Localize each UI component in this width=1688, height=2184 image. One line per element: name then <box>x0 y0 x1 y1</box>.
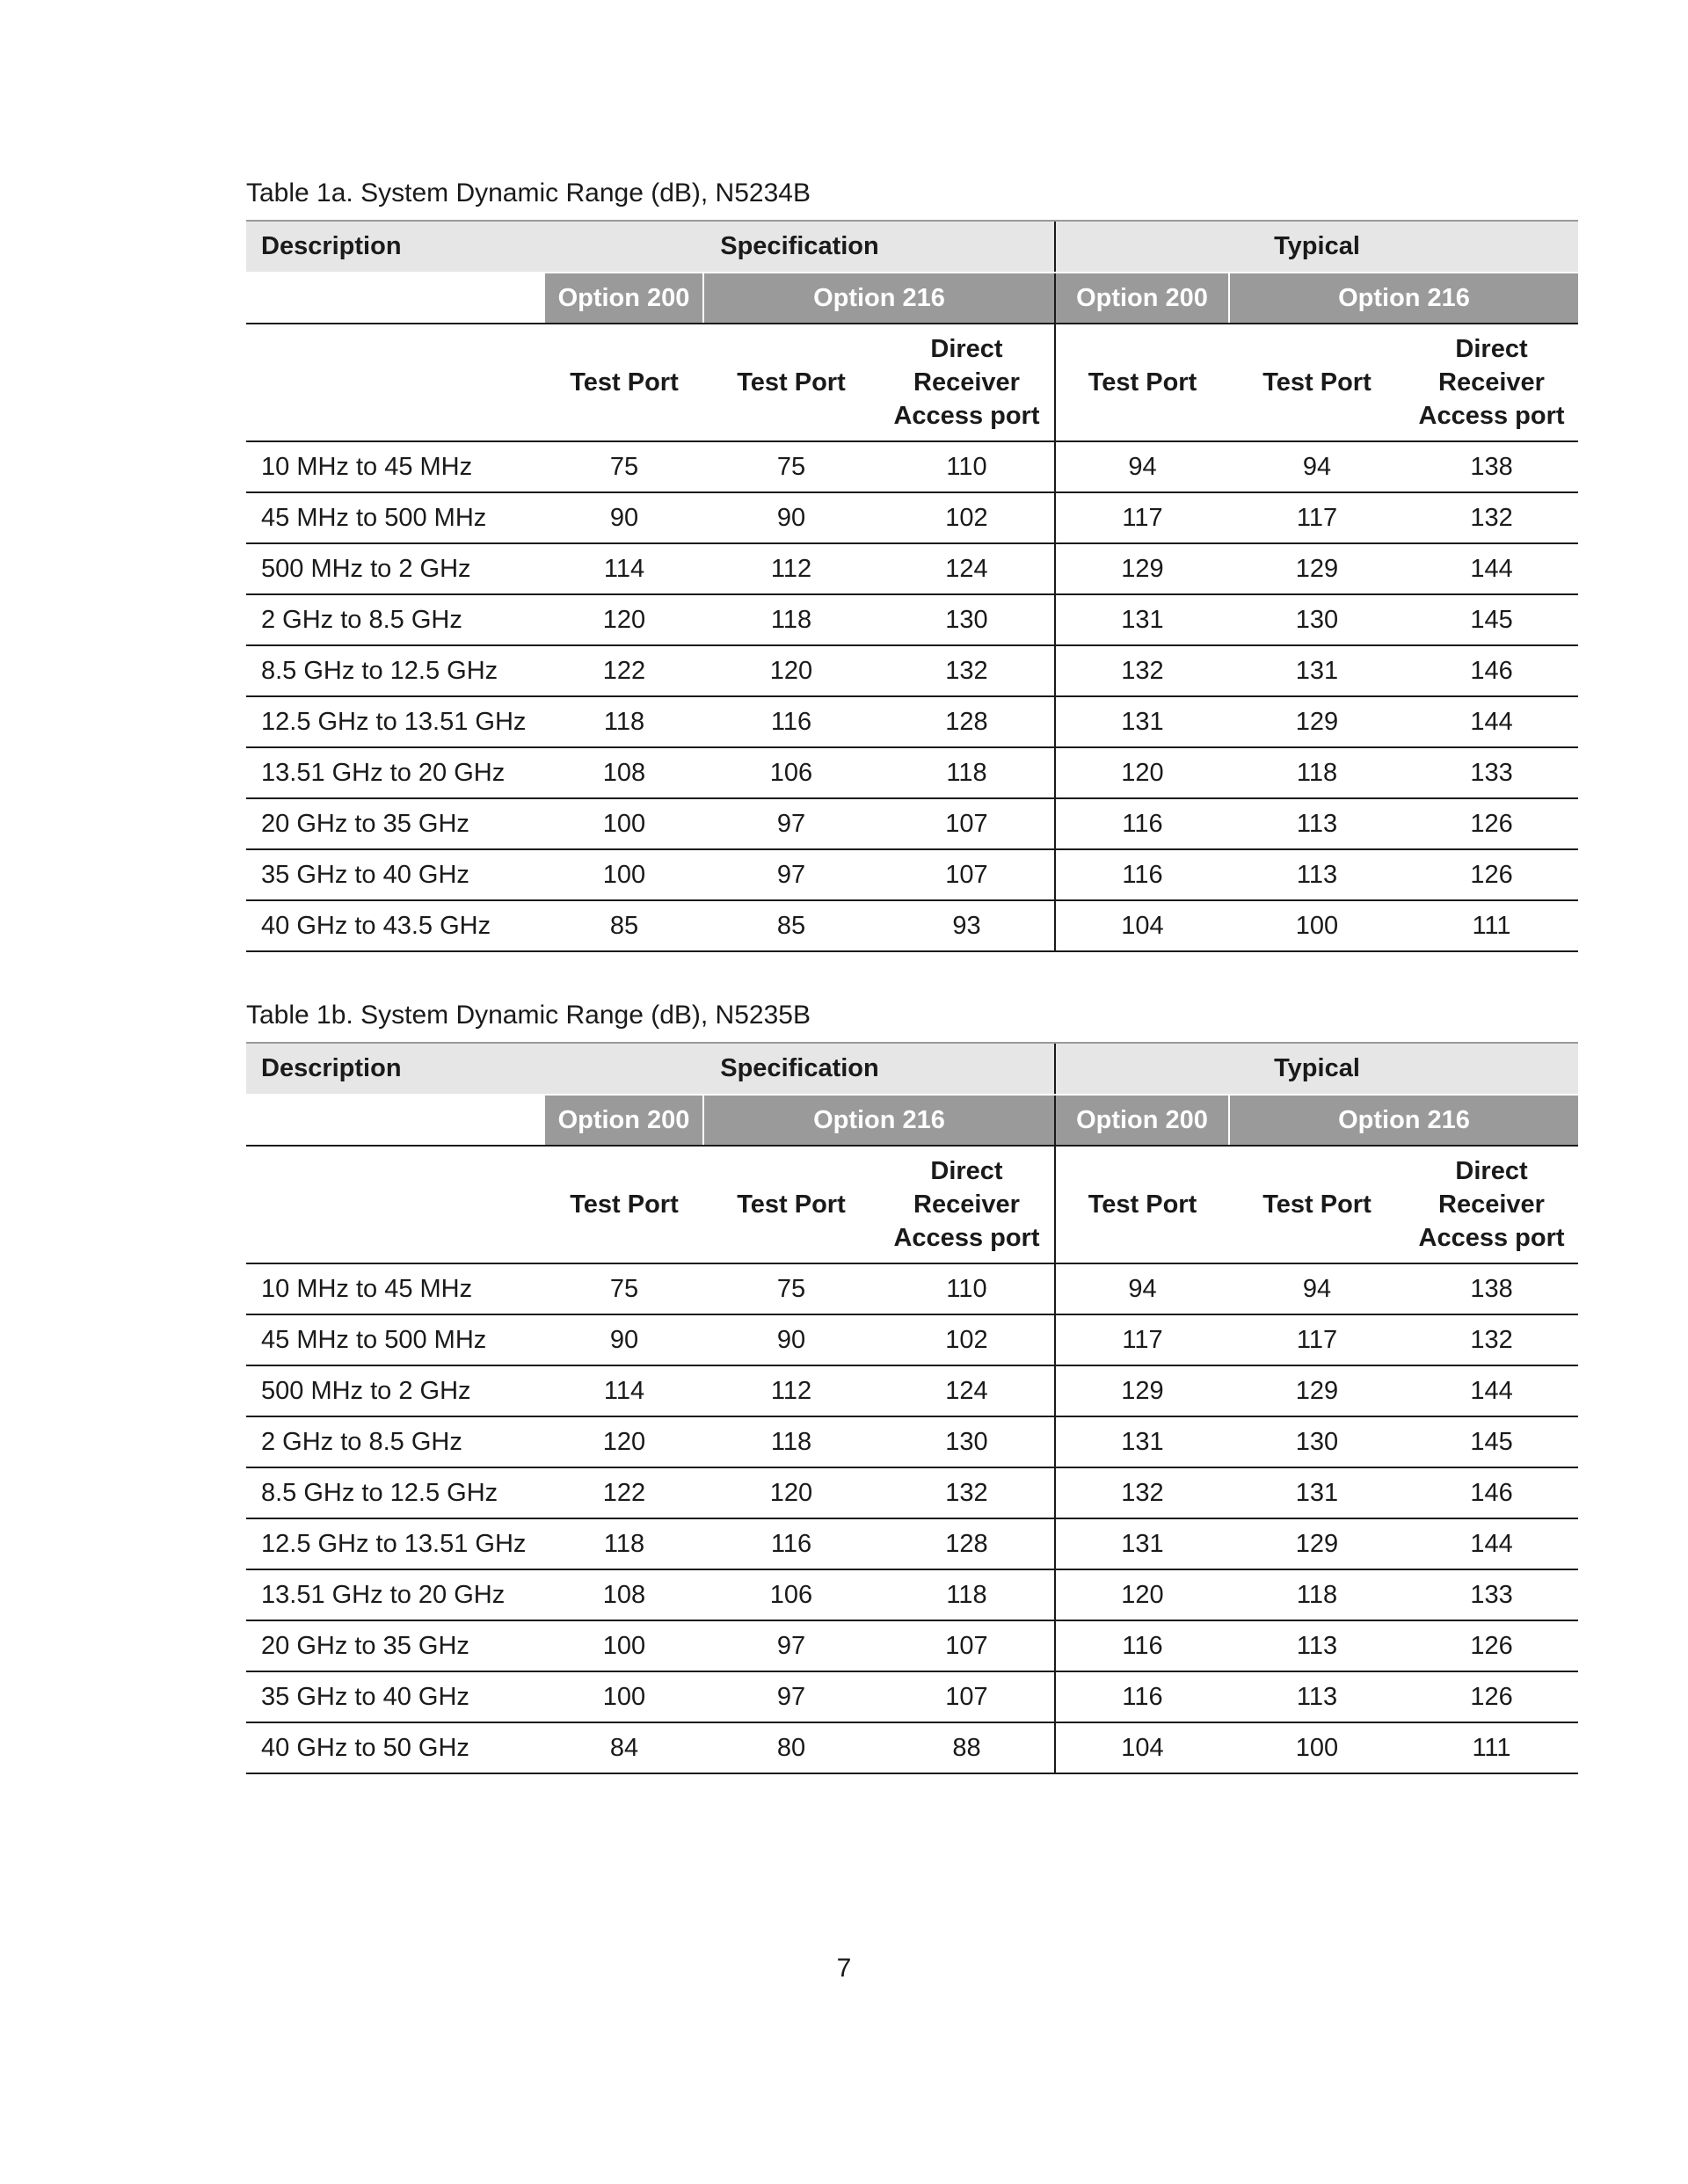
dynamic-range-value-cell: 124 <box>879 1365 1055 1416</box>
test-port-header: Test Port <box>1229 1146 1405 1263</box>
frequency-range-cell: 45 MHz to 500 MHz <box>246 1314 545 1365</box>
dynamic-range-value-cell: 130 <box>879 594 1055 645</box>
test-port-header: Test Port <box>1229 324 1405 441</box>
dynamic-range-value-cell: 129 <box>1055 1365 1229 1416</box>
frequency-range-cell: 20 GHz to 35 GHz <box>246 798 545 849</box>
dynamic-range-value-cell: 118 <box>545 1518 703 1569</box>
typ-option-200-header: Option 200 <box>1055 273 1229 324</box>
table-row <box>246 1416 1578 1467</box>
dynamic-range-value-cell: 116 <box>1055 1671 1229 1722</box>
dynamic-range-value-cell: 102 <box>879 492 1055 543</box>
dynamic-range-value-cell: 126 <box>1405 849 1578 900</box>
direct-receiver-access-port-header <box>1405 324 1578 441</box>
dynamic-range-value-cell: 107 <box>879 1620 1055 1671</box>
dynamic-range-value-cell: 132 <box>1405 1314 1578 1365</box>
header-line: Receiver <box>1438 1190 1545 1219</box>
dynamic-range-value-cell: 97 <box>703 849 879 900</box>
test-port-header: Test Port <box>1055 324 1229 441</box>
specification-header: Specification <box>545 221 1055 273</box>
dynamic-range-value-cell: 128 <box>879 1518 1055 1569</box>
group-header-row <box>246 221 1578 273</box>
dynamic-range-value-cell: 116 <box>703 696 879 747</box>
dynamic-range-value-cell: 102 <box>879 1314 1055 1365</box>
dynamic-range-value-cell: 120 <box>545 1416 703 1467</box>
dynamic-range-value-cell: 117 <box>1055 1314 1229 1365</box>
table-row <box>246 492 1578 543</box>
dynamic-range-value-cell: 118 <box>703 594 879 645</box>
dynamic-range-value-cell: 75 <box>545 1263 703 1314</box>
dynamic-range-value-cell: 117 <box>1229 1314 1405 1365</box>
dynamic-range-value-cell: 120 <box>703 1467 879 1518</box>
dynamic-range-value-cell: 132 <box>879 1467 1055 1518</box>
dynamic-range-value-cell: 107 <box>879 798 1055 849</box>
frequency-range-cell: 40 GHz to 50 GHz <box>246 1722 545 1773</box>
dynamic-range-value-cell: 116 <box>1055 798 1229 849</box>
description-header: Description <box>246 221 545 273</box>
dynamic-range-value-cell: 118 <box>703 1416 879 1467</box>
dynamic-range-value-cell: 126 <box>1405 1620 1578 1671</box>
dynamic-range-table <box>246 1042 1578 1774</box>
frequency-range-cell: 2 GHz to 8.5 GHz <box>246 594 545 645</box>
spec-option-200-header: Option 200 <box>545 273 703 324</box>
dynamic-range-value-cell: 106 <box>703 1569 879 1620</box>
dynamic-range-value-cell: 107 <box>879 1671 1055 1722</box>
table-row <box>246 441 1578 492</box>
dynamic-range-value-cell: 124 <box>879 543 1055 594</box>
dynamic-range-value-cell: 107 <box>879 849 1055 900</box>
dynamic-range-value-cell: 138 <box>1405 1263 1578 1314</box>
dynamic-range-value-cell: 104 <box>1055 900 1229 951</box>
test-port-header: Test Port <box>1055 1146 1229 1263</box>
table-row <box>246 849 1578 900</box>
typical-header: Typical <box>1055 221 1578 273</box>
table-row <box>246 1518 1578 1569</box>
dynamic-range-value-cell: 145 <box>1405 594 1578 645</box>
test-port-header: Test Port <box>703 1146 879 1263</box>
frequency-range-cell: 13.51 GHz to 20 GHz <box>246 747 545 798</box>
dynamic-range-value-cell: 100 <box>1229 1722 1405 1773</box>
table-row <box>246 1467 1578 1518</box>
table-row <box>246 747 1578 798</box>
dynamic-range-value-cell: 132 <box>1055 645 1229 696</box>
dynamic-range-value-cell: 132 <box>1055 1467 1229 1518</box>
dynamic-range-value-cell: 118 <box>879 747 1055 798</box>
dynamic-range-value-cell: 112 <box>703 543 879 594</box>
dynamic-range-value-cell: 131 <box>1055 696 1229 747</box>
frequency-range-cell: 10 MHz to 45 MHz <box>246 1263 545 1314</box>
dynamic-range-value-cell: 122 <box>545 1467 703 1518</box>
table-row <box>246 798 1578 849</box>
dynamic-range-value-cell: 114 <box>545 1365 703 1416</box>
dynamic-range-value-cell: 117 <box>1055 492 1229 543</box>
dynamic-range-table <box>246 220 1578 952</box>
table-block-1b <box>246 998 1578 1774</box>
spec-option-216-header: Option 216 <box>703 1095 1055 1146</box>
dynamic-range-value-cell: 100 <box>545 1671 703 1722</box>
dynamic-range-value-cell: 118 <box>1229 1569 1405 1620</box>
specification-header: Specification <box>545 1043 1055 1095</box>
header-line: Receiver <box>913 1190 1020 1219</box>
table-block-1a <box>246 176 1578 952</box>
dynamic-range-value-cell: 118 <box>545 696 703 747</box>
dynamic-range-value-cell: 100 <box>1229 900 1405 951</box>
group-header-row <box>246 1043 1578 1095</box>
dynamic-range-value-cell: 94 <box>1055 441 1229 492</box>
table-row <box>246 1620 1578 1671</box>
dynamic-range-value-cell: 126 <box>1405 1671 1578 1722</box>
table-caption: Table 1a. System Dynamic Range (dB), N5234B <box>246 178 811 207</box>
dynamic-range-value-cell: 144 <box>1405 696 1578 747</box>
dynamic-range-value-cell: 112 <box>703 1365 879 1416</box>
dynamic-range-value-cell: 120 <box>703 645 879 696</box>
dynamic-range-value-cell: 93 <box>879 900 1055 951</box>
dynamic-range-value-cell: 90 <box>703 1314 879 1365</box>
description-header: Description <box>246 1043 545 1095</box>
page-number: 7 <box>836 1954 852 1983</box>
dynamic-range-value-cell: 113 <box>1229 849 1405 900</box>
typ-option-216-header: Option 216 <box>1229 1095 1578 1146</box>
frequency-range-cell: 12.5 GHz to 13.51 GHz <box>246 696 545 747</box>
table-row <box>246 1671 1578 1722</box>
frequency-range-cell: 8.5 GHz to 12.5 GHz <box>246 1467 545 1518</box>
table-row <box>246 1263 1578 1314</box>
dynamic-range-value-cell: 100 <box>545 849 703 900</box>
port-header-row <box>246 324 1578 441</box>
dynamic-range-value-cell: 116 <box>703 1518 879 1569</box>
dynamic-range-value-cell: 94 <box>1229 441 1405 492</box>
header-line: Direct <box>1455 1157 1528 1185</box>
dynamic-range-value-cell: 75 <box>703 1263 879 1314</box>
dynamic-range-value-cell: 129 <box>1229 1518 1405 1569</box>
header-line: Access port <box>1418 402 1565 430</box>
direct-receiver-access-port-header <box>879 324 1055 441</box>
dynamic-range-value-cell: 117 <box>1229 492 1405 543</box>
dynamic-range-value-cell: 110 <box>879 441 1055 492</box>
dynamic-range-value-cell: 100 <box>545 798 703 849</box>
blank-header-cell <box>246 273 545 324</box>
header-line: Direct <box>930 335 1003 363</box>
typ-option-216-header: Option 216 <box>1229 273 1578 324</box>
table-row <box>246 1569 1578 1620</box>
dynamic-range-value-cell: 97 <box>703 798 879 849</box>
dynamic-range-value-cell: 146 <box>1405 645 1578 696</box>
frequency-range-cell: 500 MHz to 2 GHz <box>246 543 545 594</box>
option-header-row <box>246 1095 1578 1146</box>
dynamic-range-value-cell: 94 <box>1229 1263 1405 1314</box>
header-line: Access port <box>893 1224 1040 1252</box>
dynamic-range-value-cell: 84 <box>545 1722 703 1773</box>
dynamic-range-value-cell: 75 <box>545 441 703 492</box>
table-row <box>246 594 1578 645</box>
dynamic-range-value-cell: 129 <box>1229 543 1405 594</box>
dynamic-range-value-cell: 131 <box>1229 1467 1405 1518</box>
direct-receiver-access-port-header <box>879 1146 1055 1263</box>
table-row <box>246 696 1578 747</box>
dynamic-range-value-cell: 90 <box>545 1314 703 1365</box>
dynamic-range-value-cell: 130 <box>1229 1416 1405 1467</box>
dynamic-range-value-cell: 104 <box>1055 1722 1229 1773</box>
dynamic-range-value-cell: 90 <box>545 492 703 543</box>
header-line: Receiver <box>913 368 1020 397</box>
dynamic-range-value-cell: 132 <box>1405 492 1578 543</box>
table-caption: Table 1b. System Dynamic Range (dB), N5235B <box>246 1001 811 1030</box>
dynamic-range-value-cell: 144 <box>1405 1365 1578 1416</box>
dynamic-range-value-cell: 113 <box>1229 1620 1405 1671</box>
dynamic-range-value-cell: 120 <box>1055 1569 1229 1620</box>
blank-header-cell <box>246 324 545 441</box>
dynamic-range-value-cell: 145 <box>1405 1416 1578 1467</box>
dynamic-range-value-cell: 130 <box>1229 594 1405 645</box>
header-line: Access port <box>893 402 1040 430</box>
table-body <box>246 1263 1578 1773</box>
dynamic-range-value-cell: 126 <box>1405 798 1578 849</box>
dynamic-range-value-cell: 131 <box>1055 594 1229 645</box>
dynamic-range-value-cell: 90 <box>703 492 879 543</box>
dynamic-range-value-cell: 130 <box>879 1416 1055 1467</box>
table-row <box>246 645 1578 696</box>
frequency-range-cell: 13.51 GHz to 20 GHz <box>246 1569 545 1620</box>
frequency-range-cell: 10 MHz to 45 MHz <box>246 441 545 492</box>
header-line: Receiver <box>1438 368 1545 397</box>
dynamic-range-value-cell: 129 <box>1229 1365 1405 1416</box>
blank-header-cell <box>246 1095 545 1146</box>
dynamic-range-value-cell: 113 <box>1229 798 1405 849</box>
dynamic-range-value-cell: 138 <box>1405 441 1578 492</box>
dynamic-range-value-cell: 133 <box>1405 1569 1578 1620</box>
frequency-range-cell: 40 GHz to 43.5 GHz <box>246 900 545 951</box>
dynamic-range-value-cell: 111 <box>1405 1722 1578 1773</box>
dynamic-range-value-cell: 131 <box>1055 1518 1229 1569</box>
table-row <box>246 900 1578 951</box>
dynamic-range-value-cell: 85 <box>545 900 703 951</box>
dynamic-range-value-cell: 129 <box>1229 696 1405 747</box>
table-body <box>246 441 1578 951</box>
test-port-header: Test Port <box>703 324 879 441</box>
direct-receiver-access-port-header <box>1405 1146 1578 1263</box>
frequency-range-cell: 500 MHz to 2 GHz <box>246 1365 545 1416</box>
dynamic-range-value-cell: 131 <box>1055 1416 1229 1467</box>
dynamic-range-value-cell: 97 <box>703 1671 879 1722</box>
dynamic-range-value-cell: 144 <box>1405 1518 1578 1569</box>
typ-option-200-header: Option 200 <box>1055 1095 1229 1146</box>
dynamic-range-value-cell: 108 <box>545 747 703 798</box>
header-line: Direct <box>1455 335 1528 363</box>
header-line: Access port <box>1418 1224 1565 1252</box>
frequency-range-cell: 2 GHz to 8.5 GHz <box>246 1416 545 1467</box>
dynamic-range-value-cell: 120 <box>545 594 703 645</box>
spec-option-200-header: Option 200 <box>545 1095 703 1146</box>
header-line: Direct <box>930 1157 1003 1185</box>
table-row <box>246 1722 1578 1773</box>
dynamic-range-value-cell: 116 <box>1055 1620 1229 1671</box>
dynamic-range-value-cell: 120 <box>1055 747 1229 798</box>
dynamic-range-value-cell: 118 <box>1229 747 1405 798</box>
dynamic-range-value-cell: 88 <box>879 1722 1055 1773</box>
dynamic-range-value-cell: 116 <box>1055 849 1229 900</box>
dynamic-range-value-cell: 144 <box>1405 543 1578 594</box>
dynamic-range-value-cell: 106 <box>703 747 879 798</box>
dynamic-range-value-cell: 110 <box>879 1263 1055 1314</box>
frequency-range-cell: 12.5 GHz to 13.51 GHz <box>246 1518 545 1569</box>
dynamic-range-value-cell: 100 <box>545 1620 703 1671</box>
frequency-range-cell: 45 MHz to 500 MHz <box>246 492 545 543</box>
typical-header: Typical <box>1055 1043 1578 1095</box>
table-row <box>246 543 1578 594</box>
frequency-range-cell: 8.5 GHz to 12.5 GHz <box>246 645 545 696</box>
dynamic-range-value-cell: 133 <box>1405 747 1578 798</box>
dynamic-range-value-cell: 122 <box>545 645 703 696</box>
dynamic-range-value-cell: 146 <box>1405 1467 1578 1518</box>
blank-header-cell <box>246 1146 545 1263</box>
spec-option-216-header: Option 216 <box>703 273 1055 324</box>
dynamic-range-value-cell: 75 <box>703 441 879 492</box>
dynamic-range-value-cell: 131 <box>1229 645 1405 696</box>
dynamic-range-value-cell: 97 <box>703 1620 879 1671</box>
dynamic-range-value-cell: 114 <box>545 543 703 594</box>
frequency-range-cell: 35 GHz to 40 GHz <box>246 1671 545 1722</box>
dynamic-range-value-cell: 132 <box>879 645 1055 696</box>
test-port-header: Test Port <box>545 1146 703 1263</box>
port-header-row <box>246 1146 1578 1263</box>
dynamic-range-value-cell: 108 <box>545 1569 703 1620</box>
dynamic-range-value-cell: 111 <box>1405 900 1578 951</box>
dynamic-range-value-cell: 128 <box>879 696 1055 747</box>
dynamic-range-value-cell: 94 <box>1055 1263 1229 1314</box>
table-row <box>246 1314 1578 1365</box>
frequency-range-cell: 35 GHz to 40 GHz <box>246 849 545 900</box>
dynamic-range-value-cell: 129 <box>1055 543 1229 594</box>
dynamic-range-value-cell: 118 <box>879 1569 1055 1620</box>
option-header-row <box>246 273 1578 324</box>
dynamic-range-value-cell: 85 <box>703 900 879 951</box>
document-page <box>246 176 1578 1774</box>
dynamic-range-value-cell: 113 <box>1229 1671 1405 1722</box>
dynamic-range-value-cell: 80 <box>703 1722 879 1773</box>
table-row <box>246 1365 1578 1416</box>
frequency-range-cell: 20 GHz to 35 GHz <box>246 1620 545 1671</box>
test-port-header: Test Port <box>545 324 703 441</box>
